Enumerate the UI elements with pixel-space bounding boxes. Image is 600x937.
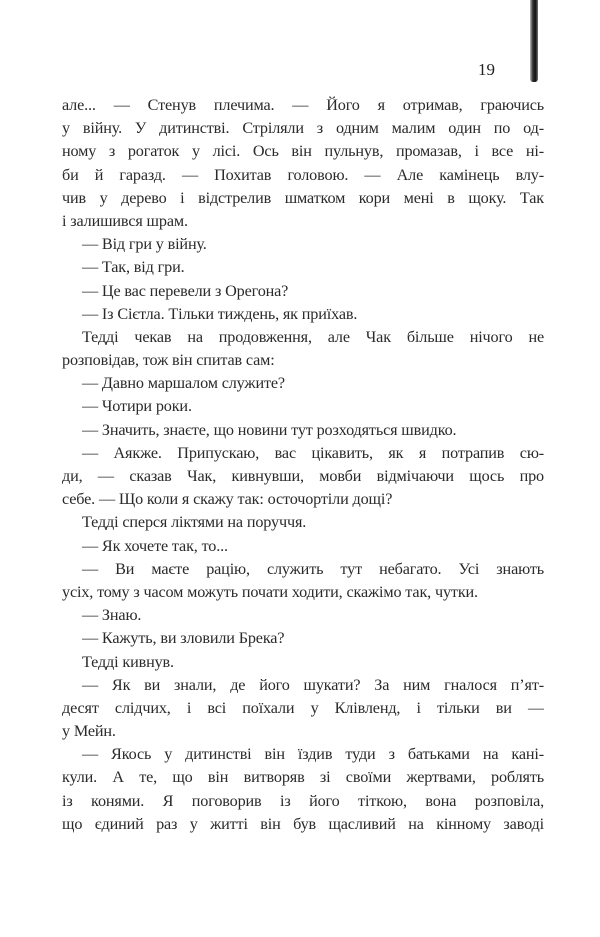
text-line: — Ви маєте рацію, служить тут небагато. Усі знають: [82, 559, 544, 578]
text-line: — Чотири роки.: [82, 397, 192, 416]
text-line: — Значить, знаєте, що новини тут розходяться швидко.: [82, 420, 457, 439]
text-line: Тедді сперся ліктями на поруччя.: [82, 513, 307, 532]
text-line: кули. А те, що він витворяв зі своїми жертвами, роблять: [62, 768, 544, 787]
text-line: — Знаю.: [82, 606, 142, 625]
text-line: Тедді чекав на продовження, але Чак більше нічого не: [82, 327, 544, 346]
text-line: — Із Сієтла. Тільки тиждень, як приїхав.: [82, 304, 358, 323]
text-line: у Мейн.: [62, 722, 116, 741]
text-line: — Від гри у війну.: [82, 235, 207, 254]
text-line: ди, — сказав Чак, кивнувши, мовби відмічаючи щось про: [62, 467, 544, 485]
text-line: усіх, тому з часом можуть почати ходити, скажімо так, чутки.: [62, 582, 478, 601]
text-line: — Якось у дитинстві він їздив туди з батьками на кані-: [82, 745, 544, 764]
text-line: себе. — Що коли я скажу так: осточортіли дощі?: [62, 490, 393, 509]
text-line: — Аякже. Припускаю, вас цікавить, як я потрапив сю-: [82, 443, 544, 462]
text-line: — Давно маршалом служите?: [82, 374, 285, 393]
text-line: — Кажуть, ви зловили Брека?: [82, 629, 285, 648]
bookmark-ribbon: [530, 0, 538, 82]
text-line: розповідав, тож він спитав сам:: [62, 351, 275, 370]
text-line: і залишився шрам.: [62, 211, 188, 230]
page-number: 19: [478, 60, 495, 79]
body-text: [62, 94, 544, 836]
text-line: із конями. Я поговорив із його тіткою, вона розповіла,: [62, 791, 544, 810]
text-line: десят слідчих, і всі поїхали у Клівленд, і тільки ви —: [62, 698, 544, 717]
text-line: Тедді кивнув.: [82, 652, 174, 671]
text-line: ному з рогаток у лісі. Ось він пульнув, промазав, і все ні-: [62, 142, 544, 161]
text-line: — Це вас перевели з Орегона?: [82, 281, 289, 300]
text-line: у війну. У дитинстві. Стріляли з одним малим один по од-: [62, 119, 544, 138]
text-line: але... — Стенув плечима. — Його я отримав, граючись: [62, 96, 544, 114]
text-line: — Як хочете так, то...: [82, 536, 228, 555]
text-line: — Так, від гри.: [82, 258, 185, 277]
text-line: чив у дерево і відстрелив шматком кори мені в щоку. Так: [62, 188, 544, 207]
text-line: би й гаразд. — Похитав головою. — Але камінець влу-: [62, 165, 544, 184]
text-line: — Як ви знали, де його шукати? За ним гналося п’ят-: [82, 675, 544, 694]
text-line: що єдиний раз у житті він був щасливий на кінному заводі: [62, 814, 544, 833]
